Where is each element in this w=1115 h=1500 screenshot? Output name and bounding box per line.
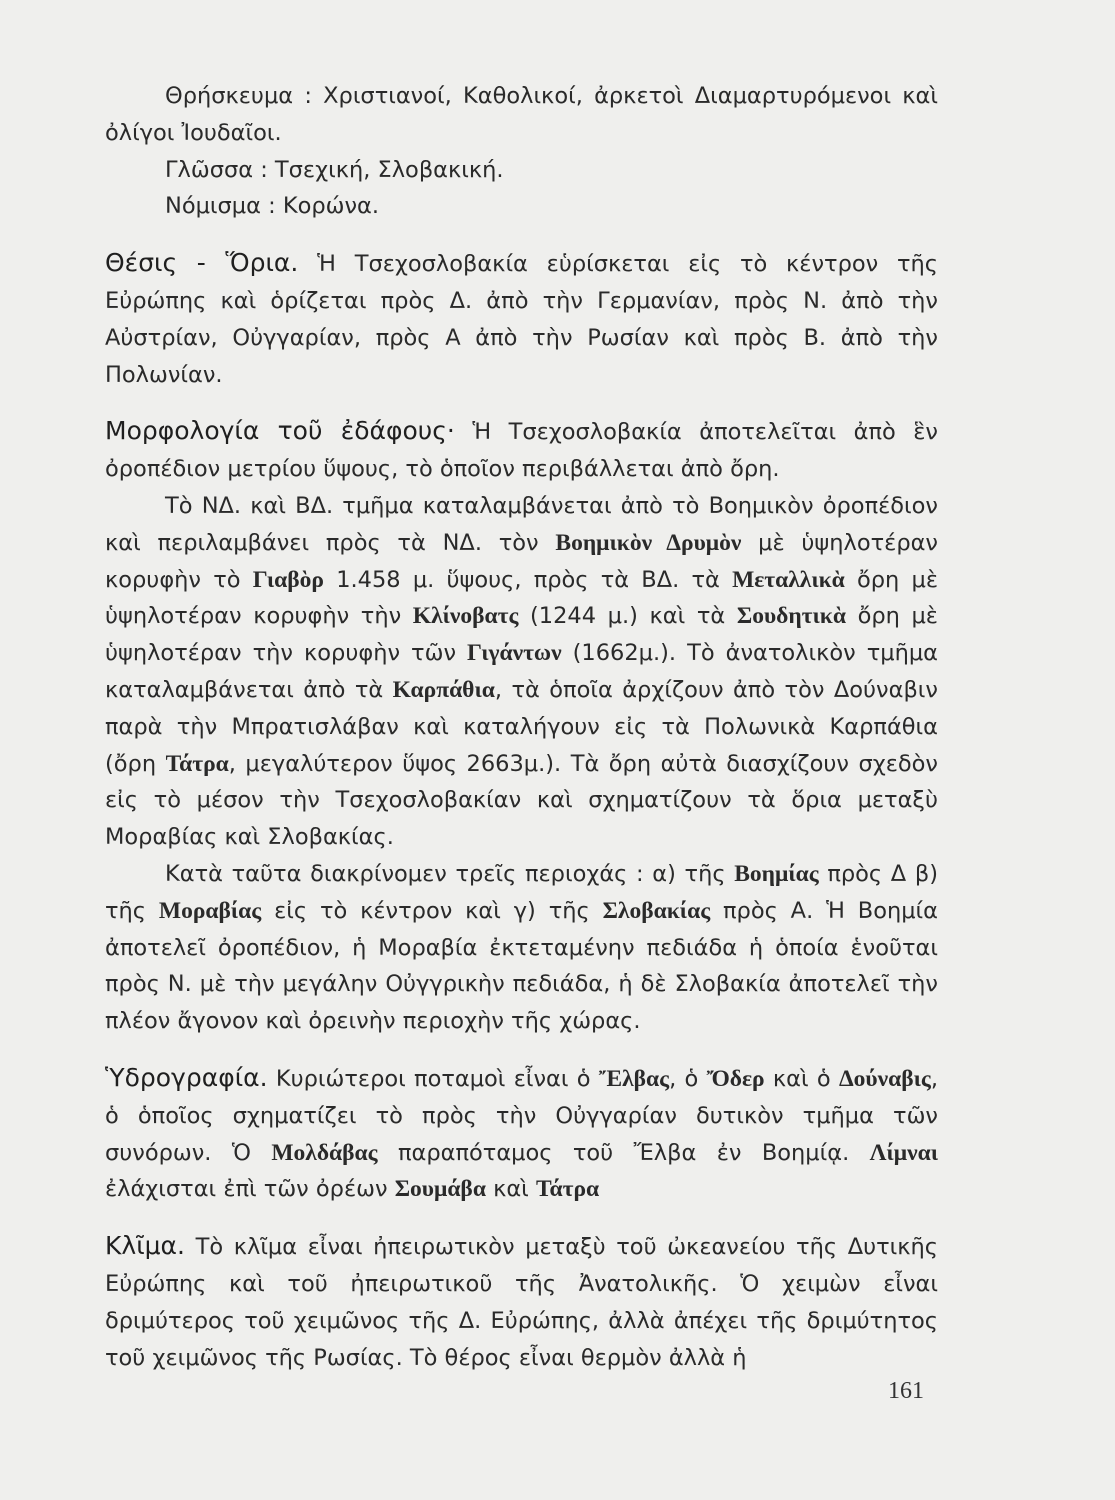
religion-line: Θρήσκευμα : Χριστιανοί, Καθολικοί, ἀρκετοὶ Διαμαρτυρόμενοι καὶ ὀλίγοι Ἰουδαῖοι. [105, 83, 938, 146]
paragraph-position-borders: Θέσις - Ὅρια. Ἡ Τσεχοσλοβακία εὑρίσκεται εἰς τὸ κέντρον τῆς Εὐρώπης καὶ ὁρίζεται πρὸς Δ. ἀπὸ τὴν Γερμανίαν, πρὸς Ν. ἀπὸ τὴν Αὐστρίαν, Οὐγγαρίαν, πρὸς Α ἀπὸ τὴν Ρωσίαν καὶ πρὸς Β. ἀπὸ τὴν Πολωνίαν. [105, 248, 938, 388]
page-number: 161 [888, 1378, 924, 1404]
paragraph-climate: Κλῖμα. Τὸ κλῖμα εἶναι ἠπειρωτικὸν μεταξὺ τοῦ ὠκεανείου τῆς Δυτικῆς Εὐρώπης καὶ τοῦ ἠπειρωτικοῦ τῆς Ἀνατολικῆς. Ὁ χειμὼν εἶναι δριμύτερος τοῦ χειμῶνος τῆς Δ. Εὐρώπης, ἀλλὰ ἀπέχει τῆς δριμύτητος τοῦ χειμῶνος τῆς Ρωσίας. Τὸ θέρος εἶναι θερμὸν ἀλλὰ ἡ [105, 1231, 938, 1371]
section-heading: Ὑδρογραφία. [105, 1062, 268, 1092]
section-heading: Μορφολογία τοῦ ἐδάφους· [105, 416, 455, 446]
paragraph-hydrography: Ὑδρογραφία. Κυριώτεροι ποταμοὶ εἶναι ὁ Ἔλβας, ὁ Ὄδερ καὶ ὁ Δούναβις, ὁ ὁποῖος σχηματίζει τὸ πρὸς τὴν Οὐγγαρίαν δυτικὸν τμῆμα τῶν συνόρων. Ὁ Μολδάβας παραπόταμος τοῦ Ἔλβα ἐν Βοημίᾳ. Λίμναι ἐλάχισται ἐπὶ τῶν ὀρέων Σουμάβα καὶ Τάτρα [105, 1062, 938, 1203]
paragraph-mountains: Τὸ ΝΔ. καὶ ΒΔ. τμῆμα καταλαμβάνεται ἀπὸ τὸ Βοημικὸν ὀροπέδιον καὶ περιλαμβάνει πρὸς τὰ ΝΔ. τὸν Βοημικὸν Δρυμὸν μὲ ὑψηλοτέραν κορυφὴν τὸ Γιαβὸρ 1.458 μ. ὕψους, πρὸς τὰ ΒΔ. τὰ Μεταλλικὰ ὄρη μὲ ὑψηλοτέραν κορυφὴν τὴν Κλίνοβατς (1244 μ.) καὶ τὰ Σουδητικὰ ὄρη μὲ ὑψηλοτέραν τὴν κορυφὴν τῶν Γιγάντων (1662μ.). Τὸ ἀνατολικὸν τμῆμα καταλαμβάνεται ἀπὸ τὰ Καρπάθια, τὰ ὁποῖα ἀρχίζουν ἀπὸ τὸν Δούναβιν παρὰ τὴν Μπρατισλάβαν καὶ καταλήγουν εἰς τὰ Πολωνικὰ Καρπάθια (ὄρη Τάτρα, μεγαλύτερον ὕψος 2663μ.). Τὰ ὄρη αὐτὰ διασχίζουν σχεδὸν εἰς τὸ μέσον τὴν Τσεχοσλοβακίαν καὶ σχηματίζουν τὰ ὅρια μεταξὺ Μοραβίας καὶ Σλοβακίας. [105, 492, 939, 851]
language-line: Γλῶσσα : Τσεχική, Σλοβακική. [165, 156, 504, 183]
currency-line: Νόμισμα : Κορώνα. [165, 193, 380, 220]
section-heading: Θέσις - Ὅρια. [105, 248, 299, 278]
paragraph-regions: Κατὰ ταῦτα διακρίνομεν τρεῖς περιοχάς : α) τῆς Βοημίας πρὸς Δ β) τῆς Μοραβίας εἰς τὸ κέντρον καὶ γ) τῆς Σλοβακίας πρὸς Α. Ἡ Βοημία ἀποτελεῖ ὀροπέδιον, ἡ Μοραβία ἐκτεταμένην πεδιάδα ἡ ὁποία ἑνοῦται πρὸς Ν. μὲ τὴν μεγάλην Οὐγγρικὴν πεδιάδα, ἡ δὲ Σλοβακία ἀποτελεῖ τὴν πλέον ἄγονον καὶ ὀρεινὴν περιοχὴν τῆς χώρας. [105, 860, 938, 1035]
body-text [105, 78, 938, 1376]
paragraph-morphology: Μορφολογία τοῦ ἐδάφους· Ἡ Τσεχοσλοβακία ἀποτελεῖται ἀπὸ ἓν ὀροπέδιον μετρίου ὕψους, τὸ ὁποῖον περιβάλλεται ἀπὸ ὄρη. [105, 416, 938, 483]
section-heading: Κλῖμα. [105, 1231, 185, 1261]
